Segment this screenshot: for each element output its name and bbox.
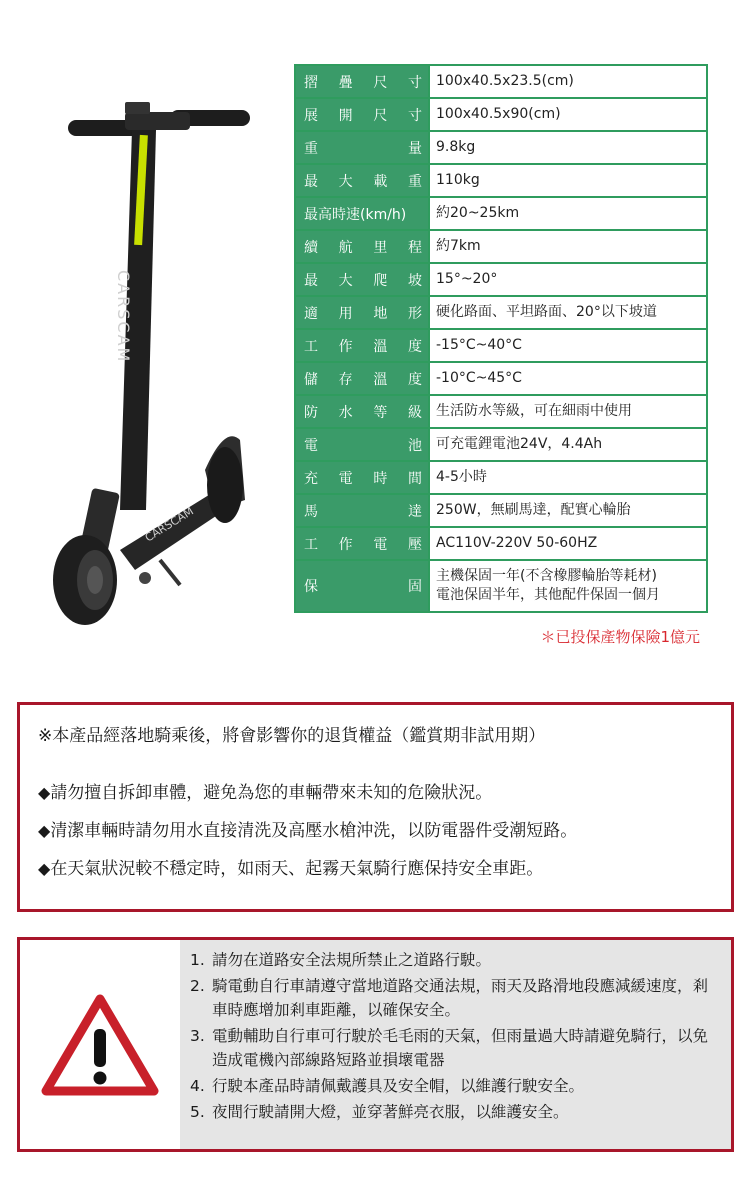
spec-label: 重 量 (295, 131, 429, 164)
spec-value: 250W，無刷馬達，配實心輪胎 (429, 494, 707, 527)
spec-row (295, 131, 707, 164)
notice-bullet (38, 816, 731, 841)
spec-value: 110kg (429, 164, 707, 197)
spec-row (295, 494, 707, 527)
spec-label: 電 池 (295, 428, 429, 461)
spec-value: -15°C~40°C (429, 329, 707, 362)
spec-label: 工 作 電 壓 (295, 527, 429, 560)
spec-row (295, 329, 707, 362)
warning-item-text: 請勿在道路安全法規所禁止之道路行駛。 (212, 951, 492, 969)
spec-label: 馬 達 (295, 494, 429, 527)
warning-item-text: 騎電動自行車請遵守當地道路交通法規，雨天及路滑地段應減緩速度，剎車時應增加剎車距離，以確保安全。 (212, 977, 709, 1019)
spec-value: 約20~25km (429, 197, 707, 230)
spec-value: AC110V-220V 50-60HZ (429, 527, 707, 560)
warning-box (17, 937, 734, 1152)
front-axle (87, 566, 103, 594)
spec-row (295, 560, 707, 612)
small-wheel (139, 572, 151, 584)
spec-label: 最 大 載 重 (295, 164, 429, 197)
spec-row (295, 263, 707, 296)
spec-row (295, 164, 707, 197)
warning-item-number: 2. (190, 977, 205, 995)
spec-label: 防 水 等 級 (295, 395, 429, 428)
spec-label: 保 固 (295, 560, 429, 612)
spec-row (295, 197, 707, 230)
warning-item (190, 948, 721, 972)
spec-value: 15°~20° (429, 263, 707, 296)
notice-bullet-text: 清潔車輛時請勿用水直接清洗及高壓水槍沖洗，以防電器件受潮短路。 (50, 821, 578, 841)
diamond-icon: ◆ (38, 859, 51, 878)
notice-bullet (38, 854, 731, 879)
spec-label: 續 航 里 程 (295, 230, 429, 263)
spec-row (295, 461, 707, 494)
warning-item-text: 夜間行駛請開大燈，並穿著鮮亮衣服，以維護安全。 (212, 1103, 569, 1121)
spec-value: 主機保固一年(不含橡膠輪胎等耗材) 電池保固半年，其他配件保固一個月 (429, 560, 707, 612)
spec-label: 最高時速(km/h) (295, 197, 429, 230)
spec-row (295, 296, 707, 329)
spec-label: 最 大 爬 坡 (295, 263, 429, 296)
spec-label: 工 作 溫 度 (295, 329, 429, 362)
spec-row (295, 65, 707, 98)
notice-bullet (38, 778, 731, 803)
rear-wheel (207, 447, 243, 523)
warning-item-number: 3. (190, 1027, 205, 1045)
spec-value: 約7km (429, 230, 707, 263)
handlebar-center (125, 112, 190, 130)
spec-value: 生活防水等級，可在細雨中使用 (429, 395, 707, 428)
spec-row (295, 428, 707, 461)
spec-value: -10°C~45°C (429, 362, 707, 395)
spec-label: 適 用 地 形 (295, 296, 429, 329)
spec-table (294, 64, 708, 613)
warning-item-text: 電動輔助自行車可行駛於毛毛雨的天氣，但雨量過大時請避免騎行，以免造成電機內部線路短路並損壞電器 (212, 1027, 709, 1069)
diamond-icon: ◆ (38, 783, 51, 802)
warning-item-number: 5. (190, 1103, 205, 1121)
spec-row (295, 98, 707, 131)
display-unit (125, 102, 150, 114)
spec-value: 9.8kg (429, 131, 707, 164)
notice-headline: ※本產品經落地騎乘後，將會影響你的退貨權益（鑑賞期非試用期） (38, 726, 546, 746)
notice-box (17, 702, 734, 912)
spec-row (295, 362, 707, 395)
notice-bullet-text: 請勿擅自拆卸車體，避免為您的車輛帶來未知的危險狀況。 (50, 783, 493, 803)
warning-item (190, 974, 721, 1022)
warning-list (180, 940, 731, 1149)
warning-triangle-icon (40, 993, 160, 1097)
spec-value: 100x40.5x90(cm) (429, 98, 707, 131)
warning-icon-area (20, 940, 180, 1149)
insurance-note: ＊已投保產物保險1億元 (540, 628, 700, 646)
kickstand (160, 560, 180, 585)
warning-item-number: 1. (190, 951, 205, 969)
spec-row (295, 395, 707, 428)
spec-value: 硬化路面、平坦路面、20°以下坡道 (429, 296, 707, 329)
spec-value: 4-5小時 (429, 461, 707, 494)
warning-item-text: 行駛本產品時請佩戴護具及安全帽，以維護行駛安全。 (212, 1077, 585, 1095)
deck-brand-label: CARSCAM (142, 504, 196, 545)
stem-brand-label: CARSCAM (114, 270, 133, 364)
spec-label: 充 電 時 間 (295, 461, 429, 494)
warning-item (190, 1074, 721, 1098)
warning-item-number: 4. (190, 1077, 205, 1095)
spec-label: 摺 疊 尺 寸 (295, 65, 429, 98)
spec-label: 儲 存 溫 度 (295, 362, 429, 395)
notice-bullet-text: 在天氣狀況較不穩定時，如雨天、起霧天氣騎行應保持安全車距。 (50, 859, 544, 879)
spec-row (295, 230, 707, 263)
warning-item (190, 1024, 721, 1072)
diamond-icon: ◆ (38, 821, 51, 840)
scooter-image (40, 90, 280, 650)
spec-row (295, 527, 707, 560)
spec-value: 100x40.5x23.5(cm) (429, 65, 707, 98)
warning-item (190, 1100, 721, 1124)
spec-label: 展 開 尺 寸 (295, 98, 429, 131)
spec-value: 可充電鋰電池24V，4.4Ah (429, 428, 707, 461)
